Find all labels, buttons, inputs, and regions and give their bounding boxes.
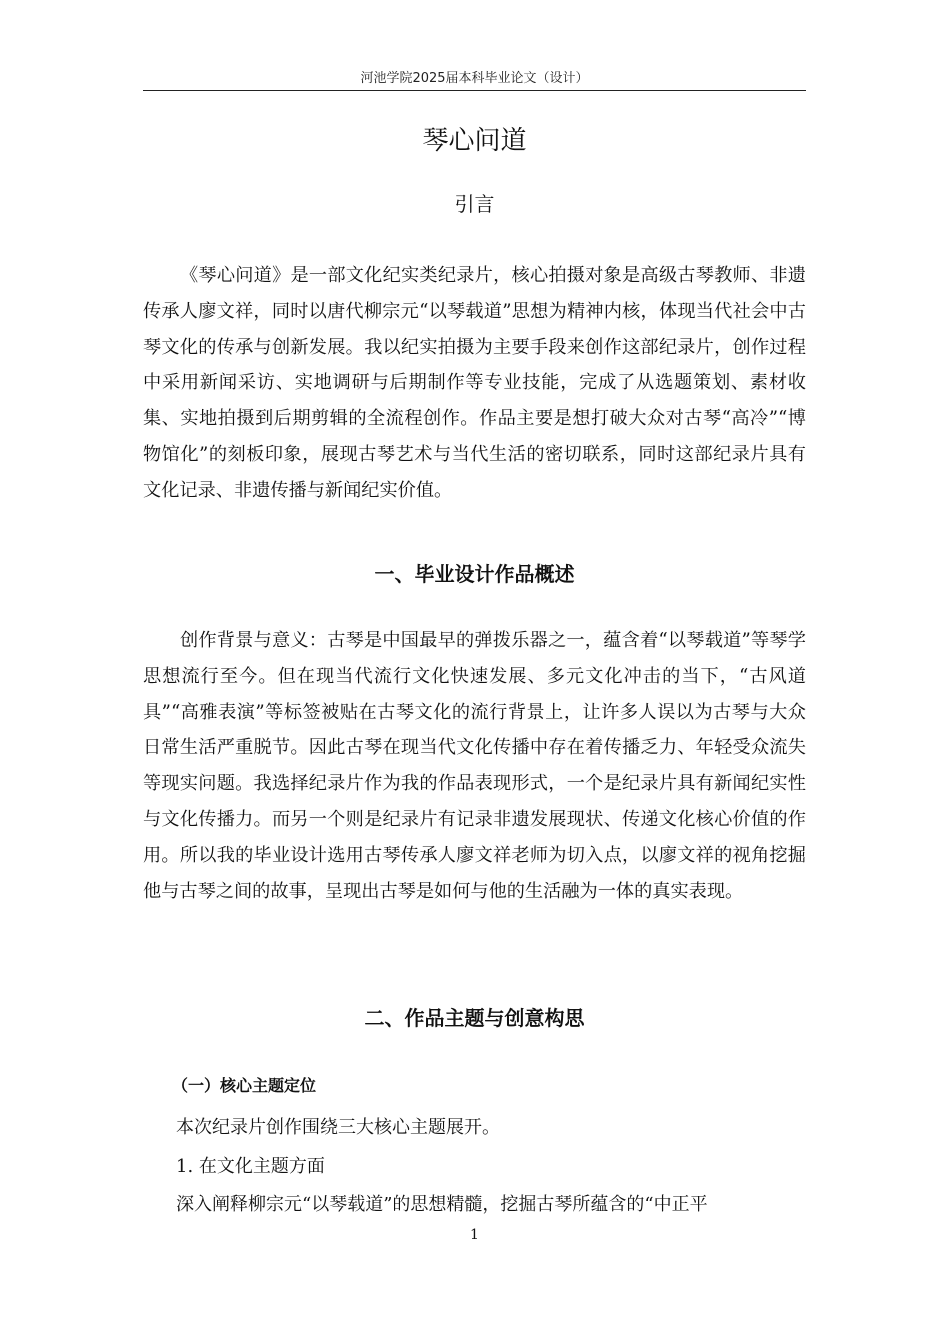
section2-line-1: 本次纪录片创作围绕三大核心主题展开。 [176, 1117, 500, 1138]
intro-heading: 引言 [454, 192, 495, 216]
section1-heading: 一、毕业设计作品概述 [374, 562, 575, 586]
section2-subheading: （一）核心主题定位 [172, 1076, 317, 1095]
intro-paragraph: 《琴心问道》是一部文化纪实类纪录片，核心拍摄对象是高级古琴教师、非遗传承人廖文祥，同时以唐代柳宗元“以琴载道”思想为精神内核，体现当代社会中古琴文化的传承与创新发展。我以纪实拍摄为主要手段来创作这部纪录片，创作过程中采用新闻采访、实地调研与后期制作等专业技能，完成了从选题策划、素材收集、实地拍摄到后期剪辑的全流程创作。作品主要是想打破大众对古琴“高冷”“博物馆化”的刻板印象，展现古琴艺术与当代生活的密切联系，同时这部纪录片具有文化记录、非遗传播与新闻纪实价值。 [143, 265, 806, 501]
section2-line-3: 深入阐释柳宗元“以琴载道”的思想精髓，挖掘古琴所蕴含的“中正平 [176, 1194, 708, 1215]
document-title: 琴心问道 [422, 126, 527, 156]
page-number: 1 [470, 1227, 479, 1243]
section2-line-2: 1. 在文化主题方面 [176, 1156, 325, 1177]
running-header: 河池学院2025届本科毕业论文（设计） [143, 72, 806, 91]
section2-heading: 二、作品主题与创意构思 [364, 1006, 585, 1030]
section1-paragraph: 创作背景与意义：古琴是中国最早的弹拨乐器之一，蕴含着“以琴载道”等琴学思想流行至今。但在现当代流行文化快速发展、多元文化冲击的当下，“古风道具”“高雅表演”等标签被贴在古琴文化的流行背景上，让许多人误以为古琴与大众日常生活严重脱节。因此古琴在现当代文化传播中存在着传播乏力、年轻受众流失等现实问题。我选择纪录片作为我的作品表现形式，一个是纪录片具有新闻纪实性与文化传播力。而另一个则是纪录片有记录非遗发展现状、传递文化核心价值的作用。所以我的毕业设计选用古琴传承人廖文祥老师为切入点，以廖文祥的视角挖掘他与古琴之间的故事，呈现出古琴是如何与他的生活融为一体的真实表现。 [143, 630, 806, 902]
